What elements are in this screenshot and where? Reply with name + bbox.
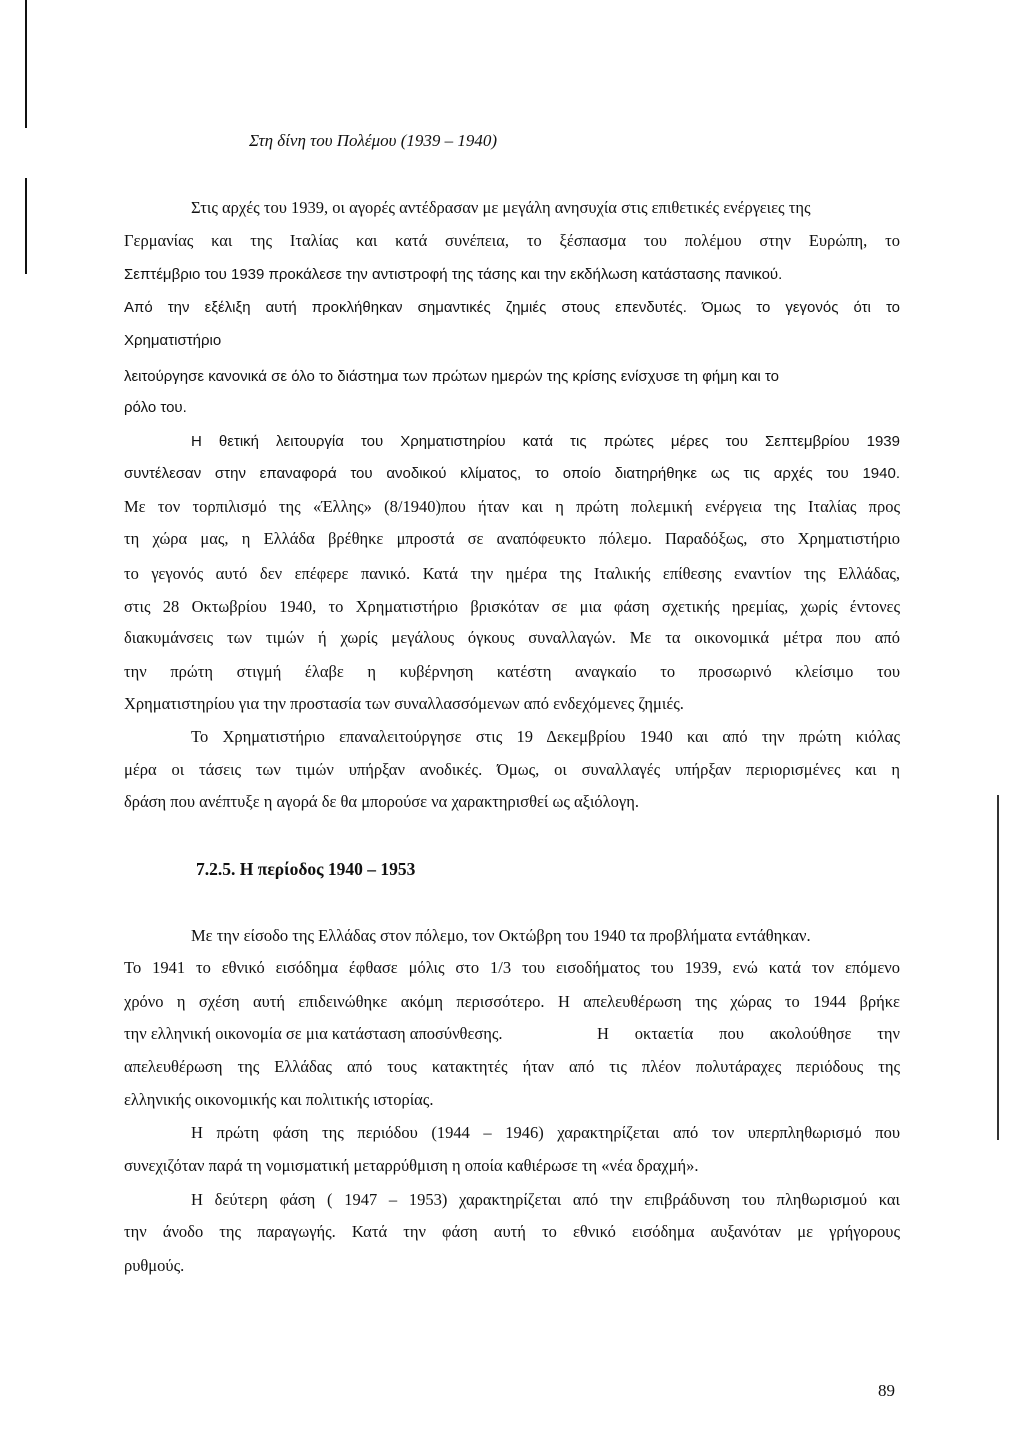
text-line: Η θετική λειτουργία του Χρηματιστηρίου κατά τις πρώτες μέρες του Σεπτεμβρίου 1939: [191, 433, 900, 450]
text-line: μέρα οι τάσεις των τιμών υπήρξαν ανοδικές. Όμως, οι συναλλαγές υπήρξαν περιορισμένες και η: [124, 760, 900, 779]
text-line: απελευθέρωση της Ελλάδας από τους κατακτητές ήταν από τις πλέον πολυτάραχες περιόδους της: [124, 1057, 900, 1076]
text-line: δράση που ανέπτυξε η αγορά δε θα μπορούσε να χαρακτηρισθεί ως αξιόλογη.: [124, 792, 639, 811]
section-title: Στη δίνη του Πολέμου (1939 – 1940): [249, 131, 498, 150]
text-line: ελληνικής οικονομικής και πολιτικής ιστορίας.: [124, 1090, 434, 1109]
text-line: Το 1941 το εθνικό εισόδημα έφθασε μόλις στο 1/3 του εισοδήματος του 1939, ενώ κατά τον επόμενο: [124, 958, 900, 977]
margin-rule-middle: [25, 178, 27, 274]
text-line: στις 28 Οκτωβρίου 1940, το Χρηματιστήριο βρισκόταν σε μια φάση σχετικής ηρεμίας, χωρίς έντονες: [124, 597, 900, 616]
text-line: συνεχιζόταν παρά τη νομισματική μεταρρύθμιση η οποία καθιέρωσε τη «νέα δραχμή».: [124, 1156, 699, 1175]
text-line: Χρηματιστήριο: [124, 332, 222, 349]
text-line: Η δεύτερη φάση ( 1947 – 1953) χαρακτηρίζεται από την επιβράδυνση του πληθωρισμού και: [191, 1190, 900, 1209]
text-line: Το Χρηματιστήριο επαναλειτούργησε στις 19 Δεκεμβρίου 1940 και από την πρώτη κιόλας: [191, 727, 900, 746]
text-line: το γεγονός αυτό δεν επέφερε πανικό. Κατά την ημέρα της Ιταλικής επίθεσης εναντίον της Ελλάδας,: [124, 564, 900, 583]
text-line: Στις αρχές του 1939, οι αγορές αντέδρασαν με μεγάλη ανησυχία στις επιθετικές ενέργειες της: [191, 198, 811, 217]
text-line: χρόνο η σχέση αυτή επιδεινώθηκε ακόμη περισσότερο. Η απελευθέρωση της χώρας το 1944 βρήκε: [124, 992, 900, 1011]
text-line: Σεπτέμβριο του 1939 προκάλεσε την αντιστροφή της τάσης και την εκδήλωση κατάστασης πανικού.: [124, 266, 783, 283]
text-line: λειτούργησε κανονικά σε όλο το διάστημα των πρώτων ημερών της κρίσης ενίσχυσε τη φήμη και το: [124, 368, 779, 385]
text-line: Χρηματιστηρίου για την προστασία των συναλλασσόμενων από ενδεχόμενες ζημιές.: [124, 694, 684, 713]
text-line: Με την είσοδο της Ελλάδας στον πόλεμο, τον Οκτώβρη του 1940 τα προβλήματα εντάθηκαν.: [191, 926, 811, 945]
text-line: ρόλο του.: [124, 399, 187, 416]
text-line: Η οκταετία που ακολούθησε την: [597, 1024, 900, 1043]
text-line: Με τον τορπιλισμό της «Έλλης» (8/1940)που ήταν και η πρώτη πολεμική ενέργεια της Ιταλίας προς: [124, 497, 900, 516]
text-line: την ελληνική οικονομία σε μια κατάσταση αποσύνθεσης.: [124, 1024, 503, 1043]
text-line: την άνοδο της παραγωγής. Κατά την φάση αυτή το εθνικό εισόδημα αυξανόταν με γρήγορους: [124, 1222, 900, 1241]
section-heading: 7.2.5. Η περίοδος 1940 – 1953: [196, 859, 416, 879]
margin-rule-top: [25, 0, 27, 128]
text-line: την πρώτη στιγμή έλαβε η κυβέρνηση κατέστη αναγκαίο το προσωρινό κλείσιμο του: [124, 662, 900, 681]
page-number: 89: [878, 1381, 895, 1400]
text-line: ρυθμούς.: [124, 1256, 185, 1275]
text-line: διακυμάνσεις των τιμών ή χωρίς μεγάλους όγκους συναλλαγών. Με τα οικονομικά μέτρα που από: [124, 628, 900, 647]
margin-rule-right: [997, 795, 999, 1140]
text-line: Από την εξέλιξη αυτή προκλήθηκαν σημαντικές ζημιές στους επενδυτές. Όμως το γεγονός ότι το: [124, 299, 900, 316]
text-line: συντέλεσαν στην επαναφορά του ανοδικού κλίματος, το οποίο διατηρήθηκε ως τις αρχές του 1940.: [124, 465, 900, 482]
text-line: Γερμανίας και της Ιταλίας και κατά συνέπεια, το ξέσπασμα του πολέμου στην Ευρώπη, το: [124, 231, 900, 250]
text-line: τη χώρα μας, η Ελλάδα βρέθηκε μπροστά σε αναπόφευκτο πόλεμο. Παραδόξως, στο Χρηματιστήριο: [124, 529, 900, 548]
text-line: Η πρώτη φάση της περιόδου (1944 – 1946) χαρακτηρίζεται από τον υπερπληθωρισμό που: [191, 1123, 900, 1142]
